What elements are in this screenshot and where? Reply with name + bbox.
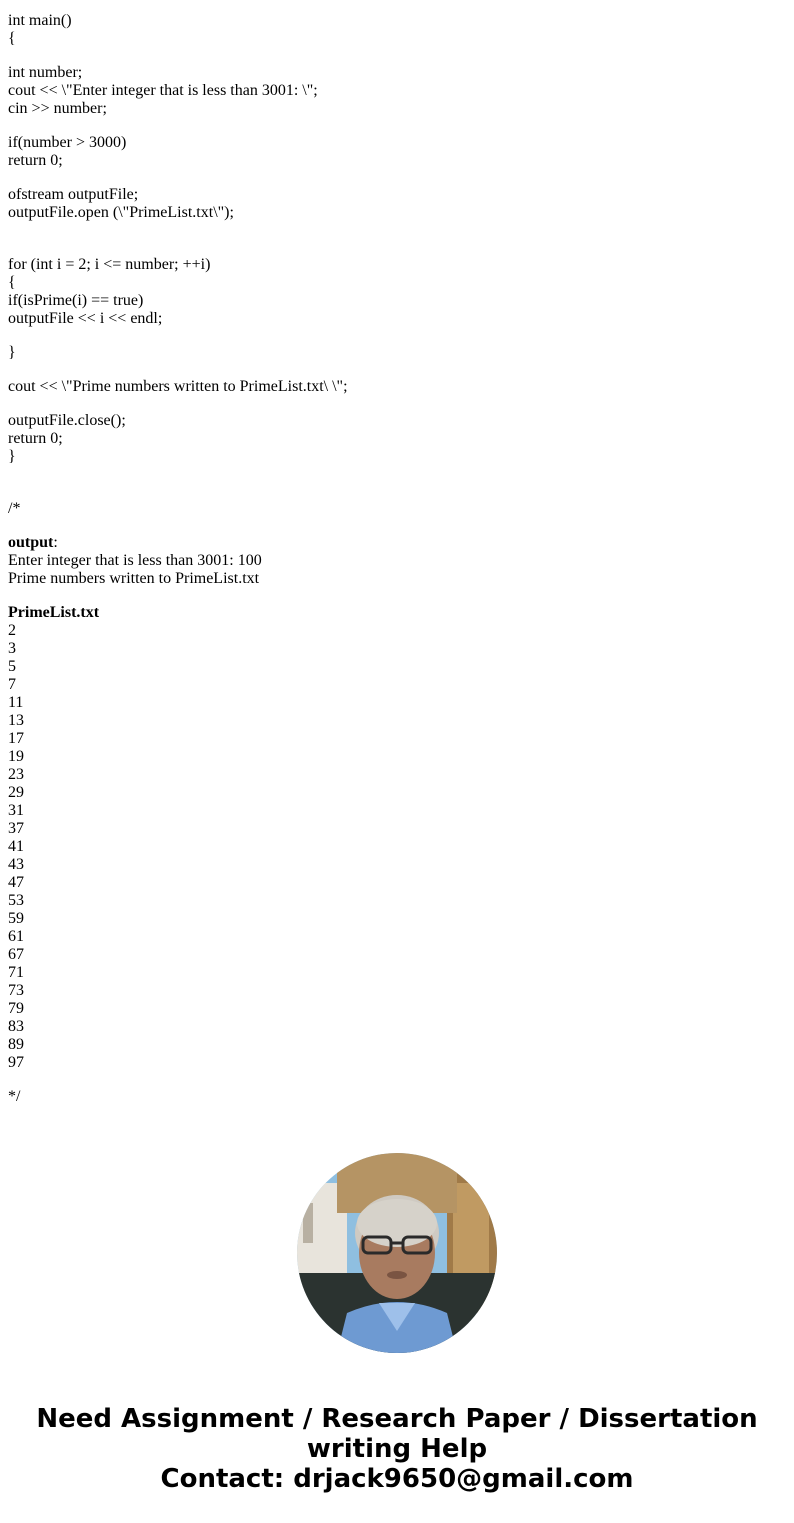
prime-value: 7	[8, 676, 16, 693]
code-block-file-open	[8, 186, 778, 222]
code-line: cin >> number;	[8, 100, 107, 117]
code-block-close	[8, 412, 778, 466]
prime-value: 47	[8, 874, 24, 891]
output-colon: :	[53, 534, 58, 551]
code-line: outputFile.close();	[8, 412, 126, 429]
code-document	[8, 12, 778, 1106]
output-heading	[8, 534, 778, 552]
prime-value: 31	[8, 802, 24, 819]
prime-list-section	[8, 604, 778, 1072]
code-line: cout << \"Prime numbers written to PrimeList.txt\ \";	[8, 378, 348, 395]
output-line: Enter integer that is less than 3001: 100	[8, 552, 262, 569]
output-line: Prime numbers written to PrimeList.txt	[8, 570, 260, 587]
prime-value: 17	[8, 730, 24, 747]
prime-value: 11	[8, 694, 24, 711]
code-line: }	[8, 448, 16, 465]
code-line: if(isPrime(i) == true)	[8, 292, 144, 309]
prime-value: 37	[8, 820, 24, 837]
code-line: {	[8, 274, 16, 291]
spacer	[8, 48, 778, 64]
prime-value: 43	[8, 856, 24, 873]
spacer	[8, 1072, 778, 1088]
output-label: output	[8, 534, 54, 551]
output-section	[8, 534, 778, 588]
prime-value: 79	[8, 1000, 24, 1017]
code-block-message	[8, 378, 778, 396]
promo-line: writing Help	[306, 1434, 488, 1464]
code-line: ofstream outputFile;	[8, 186, 139, 203]
spacer	[8, 222, 778, 256]
spacer	[8, 396, 778, 412]
spacer	[8, 118, 778, 134]
prime-value: 13	[8, 712, 24, 729]
prime-value: 83	[8, 1018, 24, 1035]
code-block-input	[8, 64, 778, 118]
spacer	[8, 328, 778, 344]
prime-value: 73	[8, 982, 24, 999]
prime-value: 41	[8, 838, 24, 855]
code-line: cout << \"Enter integer that is less than 3001: \";	[8, 82, 318, 99]
prime-list-values	[8, 622, 778, 1072]
prime-value: 2	[8, 622, 16, 639]
code-line: outputFile << i << endl;	[8, 310, 163, 327]
code-line: if(number > 3000)	[8, 134, 127, 151]
spacer	[8, 466, 778, 500]
prime-value: 29	[8, 784, 24, 801]
comment-close: */	[8, 1088, 21, 1105]
prime-list-title: PrimeList.txt	[8, 604, 100, 621]
code-block-main-open	[8, 12, 778, 48]
code-line: return 0;	[8, 152, 63, 169]
prime-value: 23	[8, 766, 24, 783]
code-line: return 0;	[8, 430, 63, 447]
promo-line: Need Assignment / Research Paper / Dissertation	[36, 1404, 758, 1434]
spacer	[8, 588, 778, 604]
code-block-loop-close	[8, 344, 778, 362]
spacer	[8, 518, 778, 534]
code-block-check	[8, 134, 778, 170]
prime-value: 5	[8, 658, 16, 675]
author-avatar	[297, 1153, 497, 1353]
spacer	[8, 170, 778, 186]
prime-value: 61	[8, 928, 24, 945]
avatar-portrait	[297, 1153, 497, 1353]
code-block-loop	[8, 256, 778, 328]
prime-value: 97	[8, 1054, 24, 1071]
code-line: }	[8, 344, 16, 361]
prime-value: 71	[8, 964, 24, 981]
prime-value: 19	[8, 748, 24, 765]
prime-value: 67	[8, 946, 24, 963]
prime-value: 89	[8, 1036, 24, 1053]
code-line: int number;	[8, 64, 83, 81]
code-line: {	[8, 30, 16, 47]
code-line: int main()	[8, 12, 72, 29]
comment-open: /*	[8, 500, 21, 517]
code-line: outputFile.open (\"PrimeList.txt\");	[8, 204, 234, 221]
contact-line: Contact: drjack9650@gmail.com	[160, 1464, 634, 1494]
code-line: for (int i = 2; i <= number; ++i)	[8, 256, 211, 273]
prime-value: 3	[8, 640, 16, 657]
prime-value: 53	[8, 892, 24, 909]
spacer	[8, 362, 778, 378]
promo-banner	[0, 1404, 794, 1494]
prime-value: 59	[8, 910, 24, 927]
